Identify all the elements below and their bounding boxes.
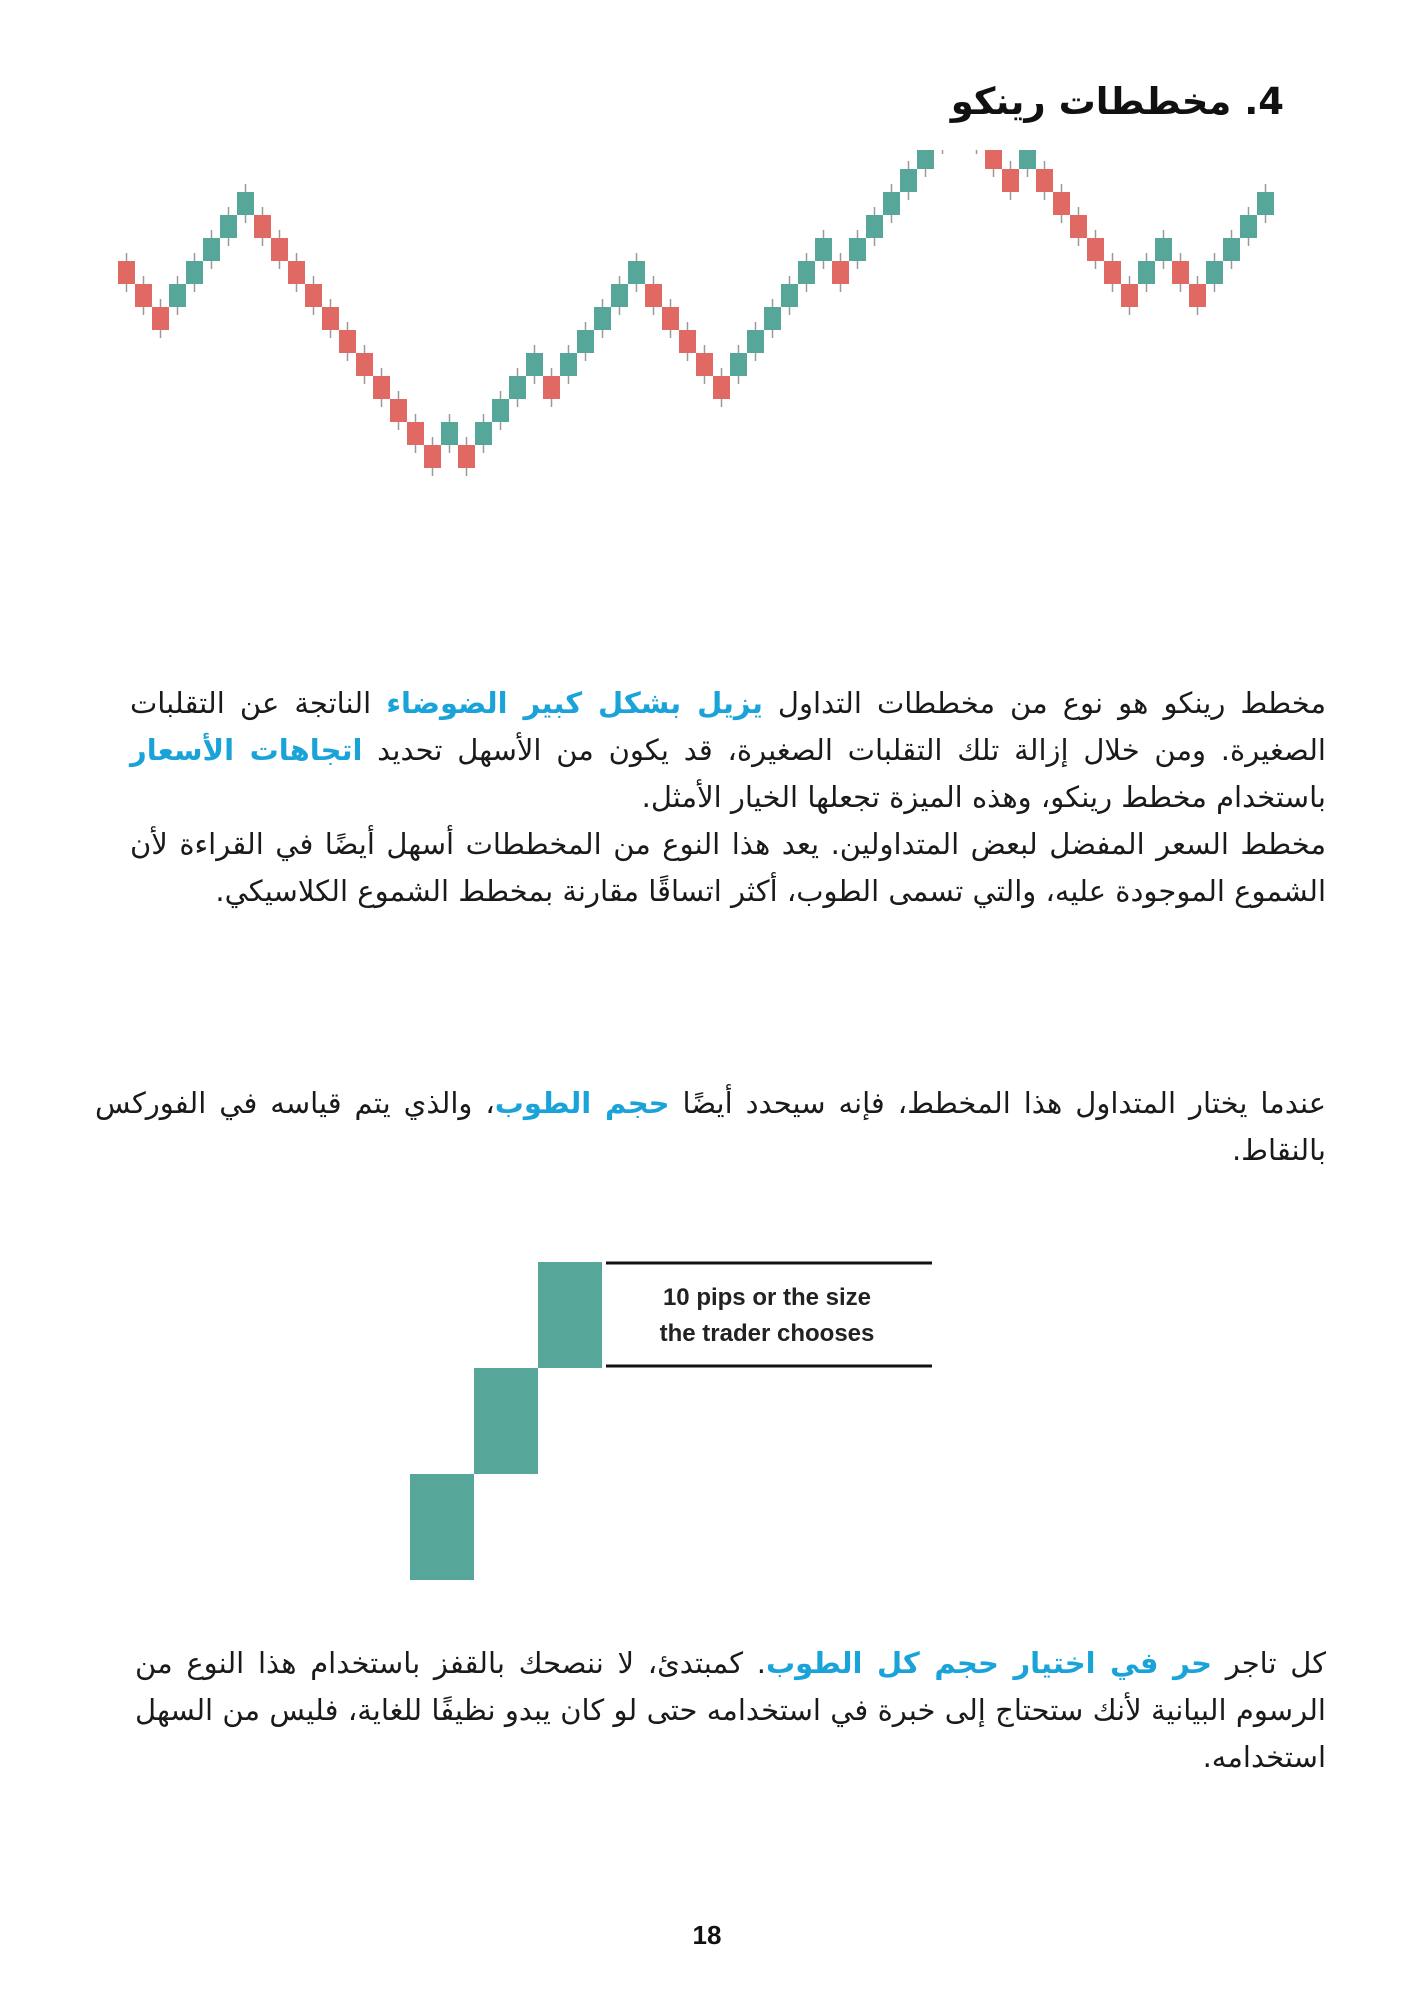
- renko-brick-up: [577, 330, 594, 353]
- renko-brick-down: [1070, 215, 1087, 238]
- renko-brick-down: [543, 376, 560, 399]
- renko-brick-down: [1087, 238, 1104, 261]
- renko-brick-down: [1121, 284, 1138, 307]
- renko-brick-down: [1002, 169, 1019, 192]
- renko-brick-up: [509, 376, 526, 399]
- renko-brick-up: [611, 284, 628, 307]
- renko-brick-down: [458, 445, 475, 468]
- p3-text-b: . كمبتدئ، لا ننصحك بالقفز باستخدام هذا النوع من الرسوم البيانية لأنك ستحتاج إلى خبرة في استخدامه حتى لو كان يبدو نظيفًا للغاية، فليس من السهل استخدامه.: [135, 1646, 1326, 1774]
- p1-text-a: مخطط رينكو هو نوع من مخططات التداول: [762, 686, 1326, 720]
- brick-size-diagram: [400, 1260, 960, 1600]
- renko-brick-up: [1019, 150, 1036, 169]
- p1-text-b: الناتجة عن التقلبات الصغيرة. ومن خلال إزالة تلك التقلبات الصغيرة، قد يكون من الأسهل تحديد: [130, 686, 1326, 767]
- renko-brick-down: [645, 284, 662, 307]
- renko-brick-up: [1223, 238, 1240, 261]
- renko-brick-down: [373, 376, 390, 399]
- renko-brick-down: [679, 330, 696, 353]
- renko-brick-up: [441, 422, 458, 445]
- renko-brick-up: [730, 353, 747, 376]
- diagram-label-line2: the trader chooses: [659, 1320, 875, 1347]
- renko-chart: [100, 150, 1320, 590]
- p3-text-a: كل تاجر: [1211, 1646, 1326, 1680]
- renko-brick-up: [475, 422, 492, 445]
- renko-brick-down: [152, 307, 169, 330]
- renko-brick-up: [815, 238, 832, 261]
- renko-brick-up: [866, 215, 883, 238]
- renko-brick-down: [713, 376, 730, 399]
- renko-brick-down: [1189, 284, 1206, 307]
- renko-brick-up: [1240, 215, 1257, 238]
- renko-brick-up: [849, 238, 866, 261]
- p1-highlight-noise: يزيل بشكل كبير الضوضاء: [386, 686, 763, 720]
- renko-brick-down: [1172, 261, 1189, 284]
- p3-highlight-free-choice: حر في اختيار حجم كل الطوب: [766, 1646, 1212, 1680]
- renko-brick-down: [135, 284, 152, 307]
- diagram-brick-3: [538, 1262, 602, 1368]
- renko-brick-up: [917, 150, 934, 169]
- p2-text-b: ، والذي يتم قياسه في الفوركس بالنقاط.: [95, 1086, 1326, 1167]
- renko-brick-up: [1155, 238, 1172, 261]
- renko-brick-up: [798, 261, 815, 284]
- renko-brick-up: [186, 261, 203, 284]
- renko-brick-up: [1138, 261, 1155, 284]
- paragraph-renko-intro: [130, 680, 1326, 915]
- p1-text-c: باستخدام مخطط رينكو، وهذه الميزة تجعلها الخيار الأمثل.: [641, 780, 1326, 814]
- p2-highlight-brick-size: حجم الطوب: [494, 1086, 670, 1120]
- renko-brick-up: [594, 307, 611, 330]
- renko-brick-up: [169, 284, 186, 307]
- renko-brick-up: [220, 215, 237, 238]
- renko-brick-up: [1257, 192, 1274, 215]
- renko-brick-up: [747, 330, 764, 353]
- renko-brick-down: [254, 215, 271, 238]
- diagram-label-line1: 10 pips or the size: [662, 1284, 872, 1311]
- renko-brick-up: [560, 353, 577, 376]
- renko-brick-down: [1053, 192, 1070, 215]
- diagram-brick-1: [410, 1474, 474, 1580]
- section-heading: 4. مخططات رينكو: [950, 80, 1284, 123]
- renko-brick-up: [900, 169, 917, 192]
- paragraph-beginner-advice: [135, 1640, 1326, 1781]
- renko-brick-down: [832, 261, 849, 284]
- renko-brick-down: [1104, 261, 1121, 284]
- renko-brick-down: [356, 353, 373, 376]
- renko-brick-down: [390, 399, 407, 422]
- p1-highlight-trends: اتجاهات الأسعار: [130, 733, 363, 767]
- renko-brick-down: [1036, 169, 1053, 192]
- renko-brick-up: [492, 399, 509, 422]
- renko-brick-down: [339, 330, 356, 353]
- renko-brick-down: [424, 445, 441, 468]
- page-number: 18: [692, 1920, 722, 1950]
- paragraph-brick-size: [95, 1080, 1326, 1174]
- renko-brick-up: [628, 261, 645, 284]
- renko-brick-down: [271, 238, 288, 261]
- renko-brick-up: [203, 238, 220, 261]
- renko-brick-up: [1206, 261, 1223, 284]
- p1-text-d: مخطط السعر المفضل لبعض المتداولين. يعد هذا النوع من المخططات أسهل أيضًا في القراءة لأن الشموع الموجودة عليه، والتي تسمى الطوب، أكثر اتساقًا مقارنة بمخطط الشموع الكلاسيكي.: [130, 827, 1326, 908]
- renko-brick-up: [764, 307, 781, 330]
- renko-brick-up: [237, 192, 254, 215]
- diagram-brick-2: [474, 1368, 538, 1474]
- renko-brick-up: [883, 192, 900, 215]
- renko-brick-down: [696, 353, 713, 376]
- renko-brick-down: [322, 307, 339, 330]
- renko-brick-down: [662, 307, 679, 330]
- renko-brick-down: [118, 261, 135, 284]
- renko-brick-up: [781, 284, 798, 307]
- p2-text-a: عندما يختار المتداول هذا المخطط، فإنه سيحدد أيضًا: [669, 1086, 1326, 1120]
- renko-brick-up: [526, 353, 543, 376]
- renko-brick-down: [407, 422, 424, 445]
- renko-brick-down: [985, 150, 1002, 169]
- renko-brick-down: [288, 261, 305, 284]
- renko-brick-down: [305, 284, 322, 307]
